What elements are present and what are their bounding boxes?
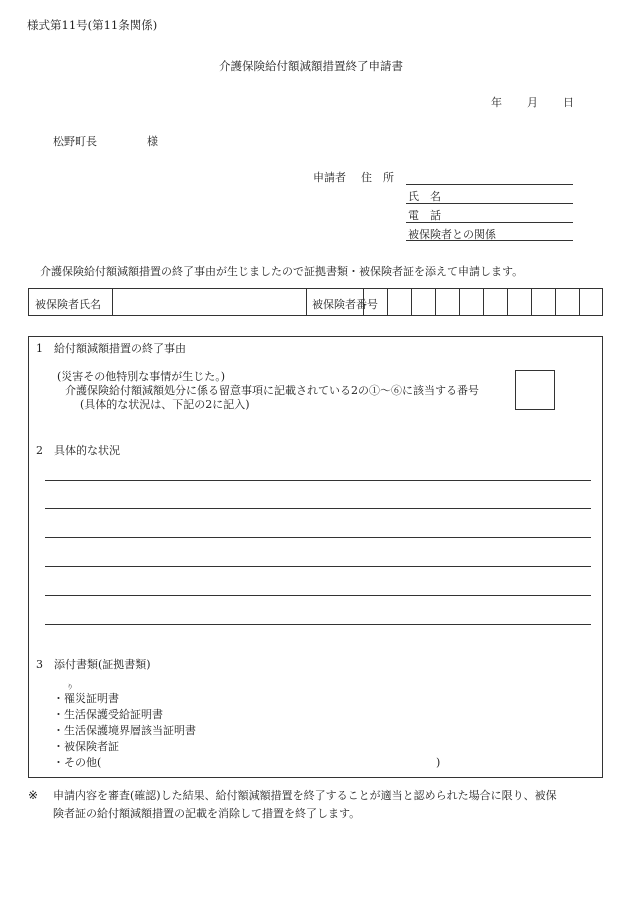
insured-number-label: 被保険者番号 [312, 298, 378, 311]
digit-cell[interactable] [483, 289, 484, 315]
insured-name-label: 被保険者氏名 [35, 298, 101, 311]
attachment-item: ・生活保護受給証明書 [53, 708, 163, 721]
date-month-label: 月 [527, 96, 538, 109]
addressee-name: 松野町長 [53, 135, 97, 148]
section1-line3: (具体的な状況は、下記の2に記入) [80, 398, 250, 411]
address-label: 住 所 [361, 171, 394, 184]
relation-label: 被保険者との関係 [408, 228, 496, 241]
name-label: 氏 名 [408, 190, 441, 203]
digit-cell[interactable] [579, 289, 580, 315]
note-line2: 険者証の給付額減額措置の記載を消除して措置を終了します。 [53, 807, 361, 820]
attachment-item: ・生活保護境界層該当証明書 [53, 724, 196, 737]
form-title: 介護保険給付額減額措置終了申請書 [219, 59, 403, 73]
digit-cell[interactable] [555, 289, 556, 315]
reason-number-box[interactable] [515, 370, 555, 410]
section2-heading: 2 具体的な状況 [36, 444, 120, 457]
ruby-reading: り [67, 684, 74, 691]
applicant-name-field[interactable] [406, 203, 573, 204]
section1-heading: 1 給付額減額措置の終了事由 [36, 342, 186, 355]
situation-line[interactable] [45, 480, 591, 481]
digit-cell[interactable] [531, 289, 532, 315]
other-document-field[interactable] [110, 754, 430, 770]
situation-line[interactable] [45, 566, 591, 567]
insured-table [28, 288, 603, 316]
situation-line[interactable] [45, 595, 591, 596]
situation-line[interactable] [45, 624, 591, 625]
section3-heading: 3 添付書類(証拠書類) [36, 658, 151, 671]
digit-cell[interactable] [387, 289, 388, 315]
date-day-label: 日 [563, 96, 574, 109]
relation-field[interactable] [406, 240, 573, 241]
attachment-other-close: ) [436, 756, 441, 769]
applicant-label: 申請者 [313, 171, 346, 184]
digit-cell[interactable] [411, 289, 412, 315]
digit-cell[interactable] [363, 289, 364, 315]
form-number: 様式第11号(第11条関係) [27, 18, 158, 32]
digit-cell[interactable] [435, 289, 436, 315]
attachment-item: ・被保険者証 [53, 740, 119, 753]
intro-text: 介護保険給付額減額措置の終了事由が生じましたので証拠書類・被保険者証を添えて申請します。 [40, 265, 524, 278]
date-year-label: 年 [491, 96, 502, 109]
addressee-honorific: 様 [147, 135, 158, 148]
situation-line[interactable] [45, 537, 591, 538]
insured-name-field[interactable] [113, 289, 306, 315]
digit-cell[interactable] [507, 289, 508, 315]
phone-label: 電 話 [408, 209, 441, 222]
insured-number-divider [306, 289, 307, 315]
situation-line[interactable] [45, 508, 591, 509]
note-mark: ※ [28, 788, 39, 802]
attachment-item: ・罹災証明書 [53, 692, 119, 705]
phone-field[interactable] [406, 222, 573, 223]
note-line1: 申請内容を審査(確認)した結果、給付額減額措置を終了することが適当と認められた場合に限り、被保 [53, 789, 557, 802]
section1-line2: 介護保険給付額減額処分に係る留意事項に記載されている2の①～⑥に該当する番号 [65, 384, 479, 397]
address-field[interactable] [406, 184, 573, 185]
section1-line1: (災害その他特別な事情が生じた。) [57, 370, 226, 383]
digit-cell[interactable] [459, 289, 460, 315]
attachment-item-other: ・その他( [53, 756, 102, 769]
